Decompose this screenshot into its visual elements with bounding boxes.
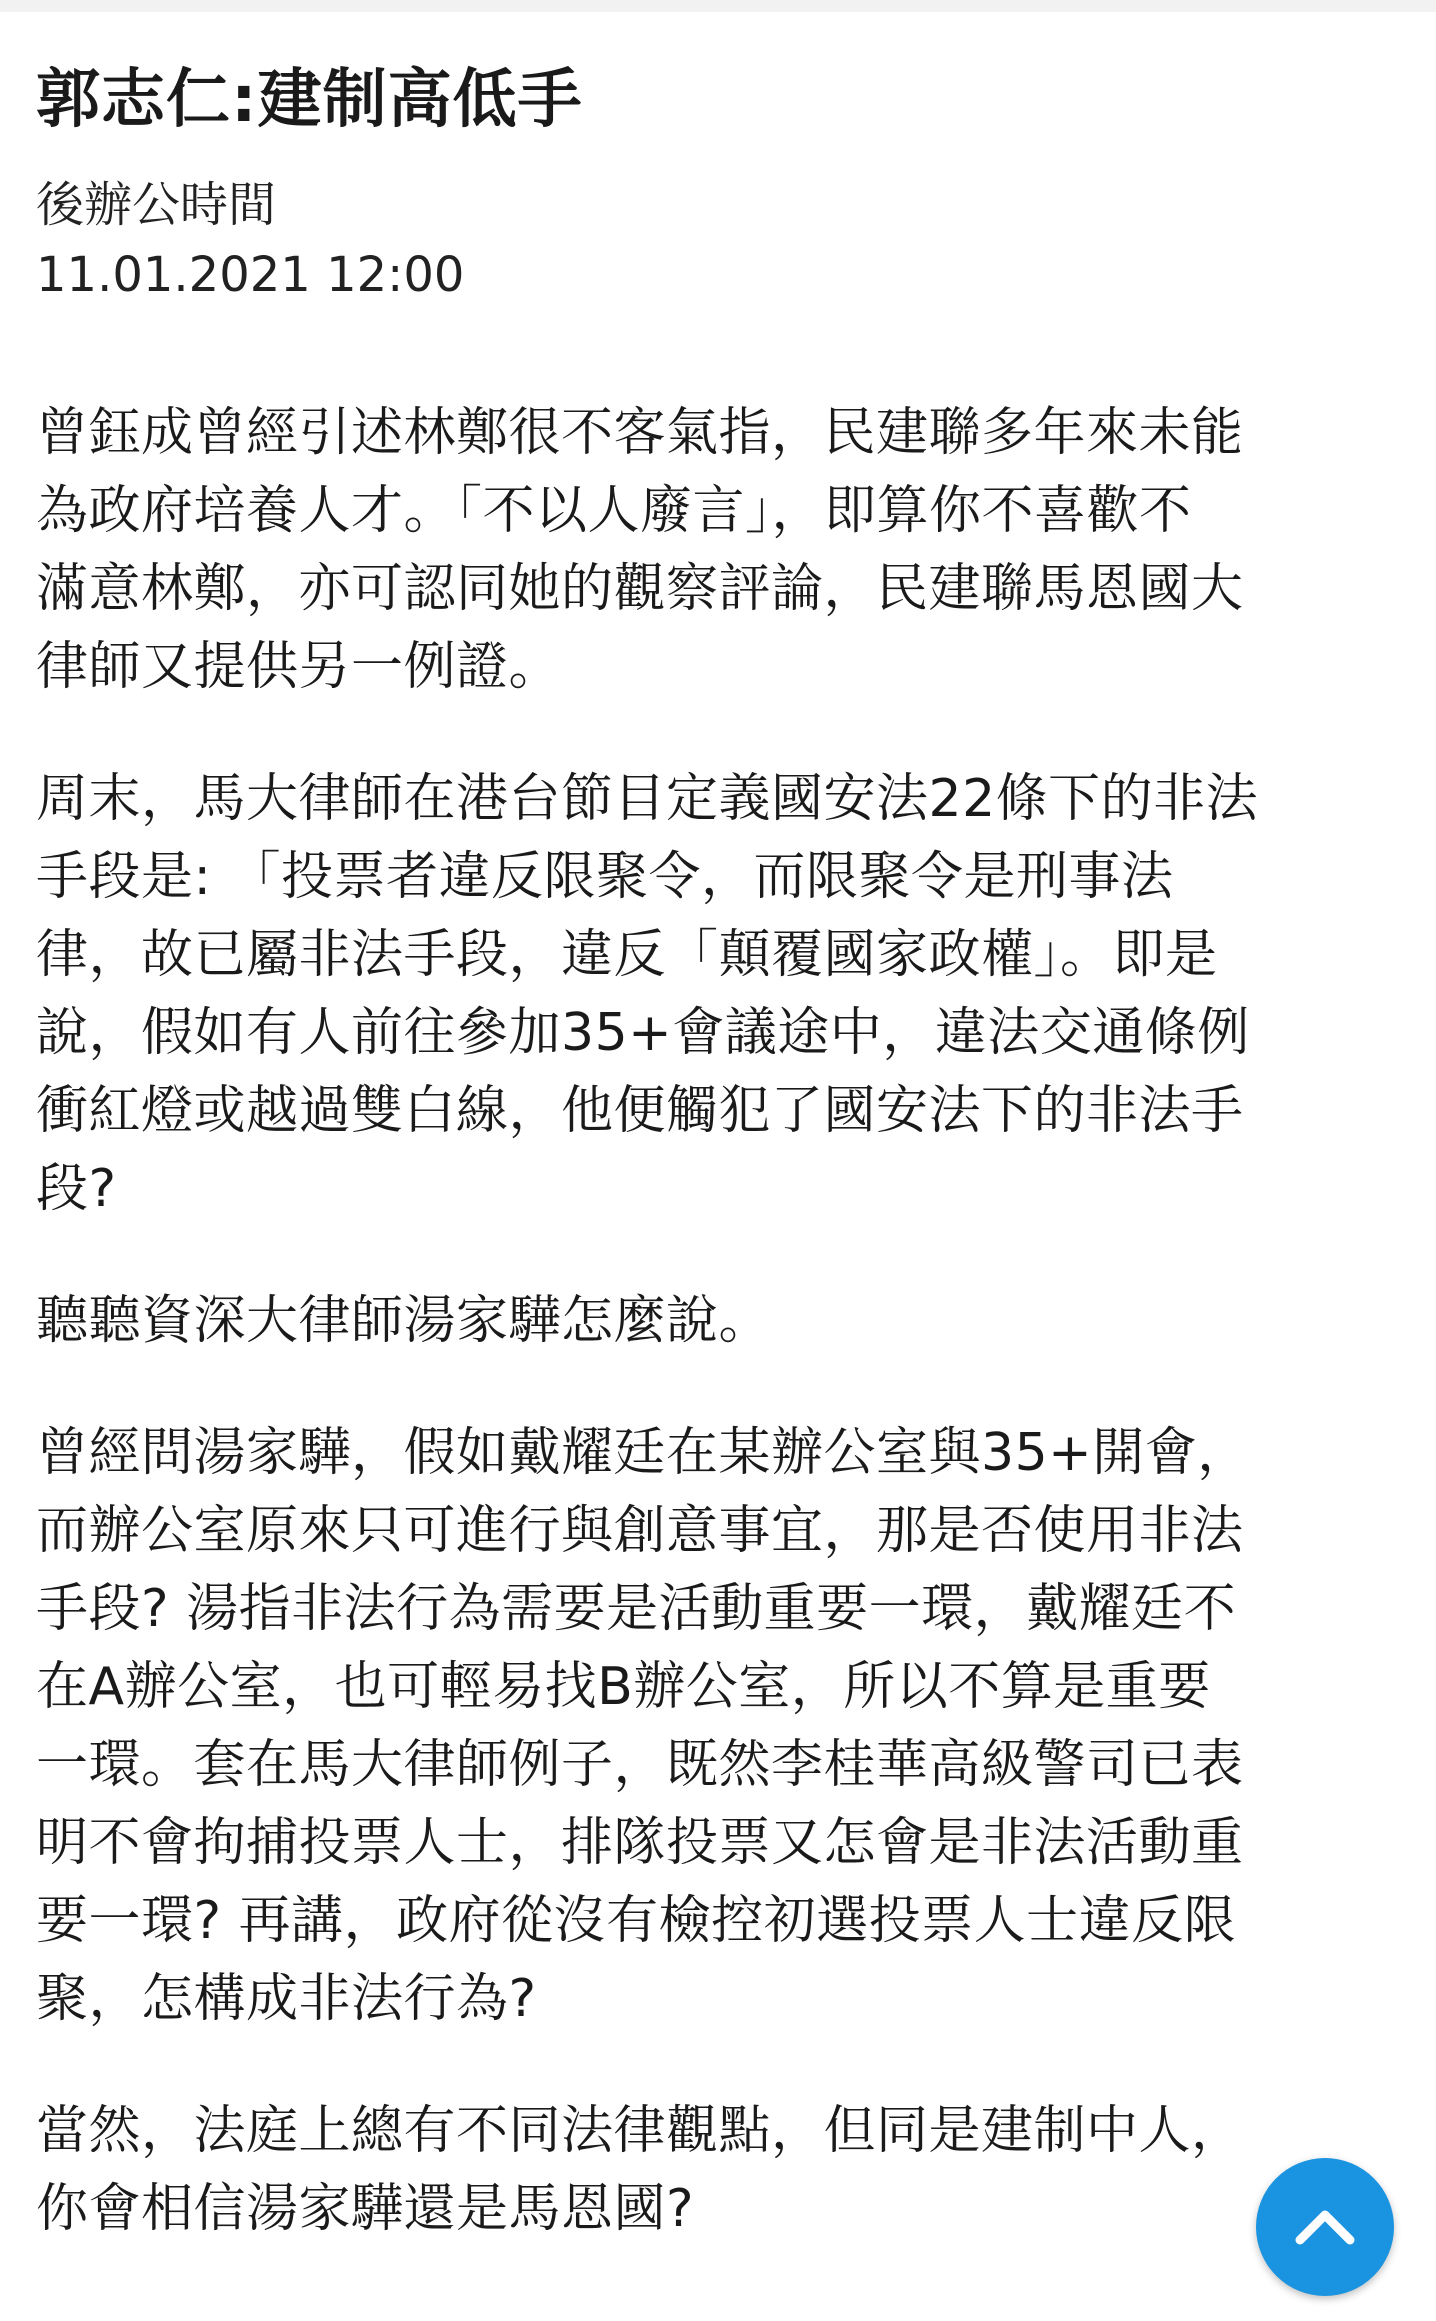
paragraph-line: 曾鈺成曾經引述林鄭很不客氣指，民建聯多年來未能 [36, 403, 1244, 463]
paragraph-line: 聽聽資深大律師湯家驊怎麼說。 [36, 1291, 772, 1351]
paragraph [36, 394, 1406, 706]
paragraph-line: 律師又提供另一例證。 [36, 637, 562, 697]
scroll-to-top-button[interactable] [1256, 2158, 1394, 2296]
paragraph-line: 手段? 湯指非法行為需要是活動重要一環，戴耀廷不 [36, 1579, 1237, 1639]
status-bar-strip [0, 0, 1436, 12]
column-name[interactable]: 後辦公時間 [36, 177, 277, 233]
chevron-up-icon [1256, 2158, 1394, 2296]
paragraph-line: 說，假如有人前往參加35+會議途中，違法交通條例 [36, 1003, 1250, 1063]
paragraph-line: 要一環? 再講，政府從沒有檢控初選投票人士違反限 [36, 1891, 1237, 1951]
article-body [36, 394, 1406, 2248]
paragraph-line: 曾經問湯家驊，假如戴耀廷在某辦公室與35+開會， [36, 1423, 1250, 1483]
paragraph-line: 律，故已屬非法手段，違反「顛覆國家政權」。即是 [36, 925, 1218, 985]
article [36, 50, 1406, 2302]
paragraph-line: 滿意林鄭，亦可認同她的觀察評論，民建聯馬恩國大 [36, 559, 1244, 619]
paragraph-line: 而辦公室原來只可進行與創意事宜，那是否使用非法 [36, 1501, 1244, 1561]
paragraph [36, 1282, 1406, 1360]
paragraph [36, 2092, 1406, 2248]
paragraph-line: 衝紅燈或越過雙白線，他便觸犯了國安法下的非法手 [36, 1081, 1244, 1141]
paragraph-line: 在A辦公室，也可輕易找B辦公室，所以不算是重要 [36, 1657, 1211, 1717]
paragraph-line: 周末，馬大律師在港台節目定義國安法22條下的非法 [36, 769, 1259, 829]
paragraph-line: 你會相信湯家驊還是馬恩國? [36, 2179, 695, 2239]
paragraph-line: 一環。套在馬大律師例子，既然李桂華高級警司已表 [36, 1735, 1244, 1795]
paragraph [36, 760, 1406, 1228]
paragraph-line: 段? [36, 1159, 117, 1219]
paragraph-line: 當然，法庭上總有不同法律觀點，但同是建制中人， [36, 2101, 1244, 2161]
paragraph-line: 手段是: 「投票者違反限聚令，而限聚令是刑事法 [36, 847, 1174, 907]
article-title: 郭志仁:建制高低手 [36, 63, 583, 137]
article-meta [36, 170, 1406, 310]
paragraph-line: 為政府培養人才。「不以人廢言」，即算你不喜歡不 [36, 481, 1192, 541]
paragraph-line: 聚，怎構成非法行為? [36, 1969, 537, 2029]
publish-datetime: 11.01.2021 12:00 [36, 247, 465, 303]
paragraph-line: 明不會拘捕投票人士，排隊投票又怎會是非法活動重 [36, 1813, 1244, 1873]
paragraph [36, 1414, 1406, 2038]
